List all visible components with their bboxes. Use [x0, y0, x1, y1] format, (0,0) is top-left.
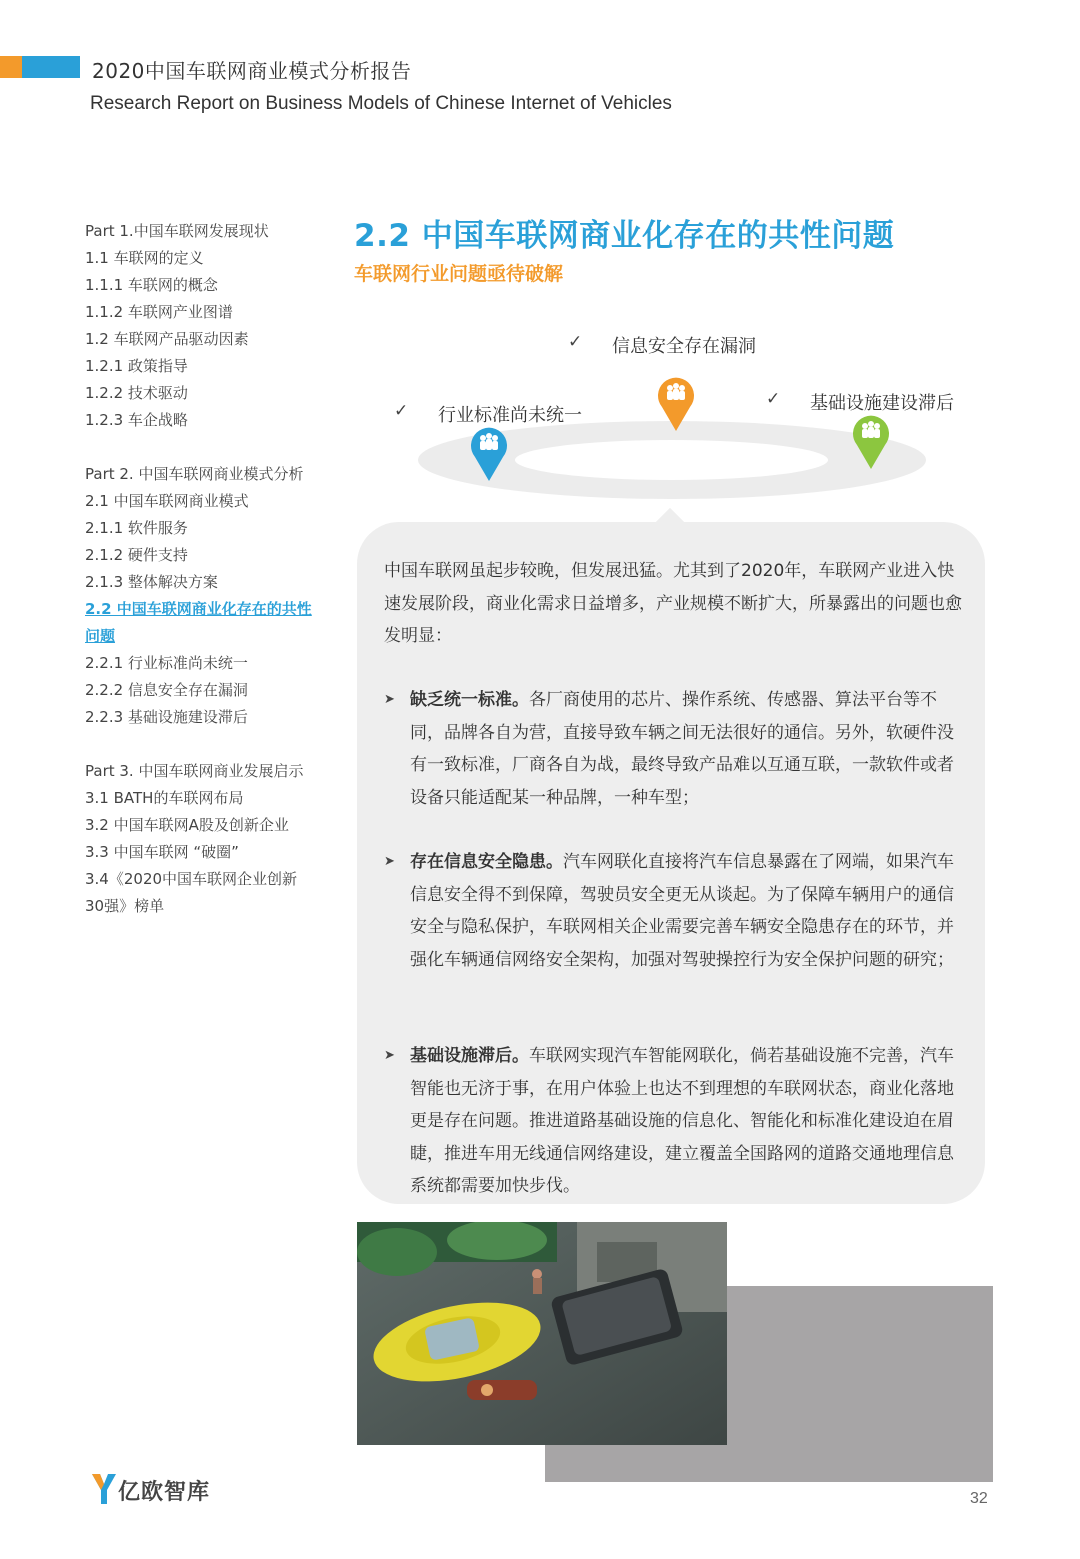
toc-item[interactable]: 3.4《2020中国车联网企业创新 [85, 870, 298, 888]
bullet-text: 汽车网联化直接将汽车信息暴露在了网端，如果汽车信息安全得不到保障，驾驶员安全更无从谈起。为了保障车辆用户的通信安全与隐私保护，车联网相关企业需要完善车辆安全隐患存在的环节，并强化车辆通信网络安全架构，加强对驾驶操控行为安全保护问题的研究； [410, 852, 954, 970]
arrow-bullet-icon: ➤ [384, 692, 395, 707]
intro-paragraph: 中国车联网虽起步较晚，但发展迅猛。尤其到了2020年，车联网产业进入快速发展阶段，商业化需求日益增多，产业规模不断扩大，所暴露出的问题也愈发明显： [384, 561, 962, 646]
table-of-contents [85, 218, 325, 920]
bullet-item [384, 1040, 964, 1203]
bullet-text: 各厂商使用的芯片、操作系统、传感器、算法平台等不同，品牌各自为营，直接导致车辆之间无法很好的通信。另外，软硬件没有一致标准，厂商各自为战，最终导致产品难以互通互联，一款软件或者设备只能适配某一种品牌，一种车型； [410, 690, 954, 808]
toc-spacer [85, 731, 325, 758]
report-subtitle: Research Report on Business Models of Chinese Internet of Vehicles [90, 93, 672, 114]
toc-item-active[interactable]: 2.2 中国车联网商业化存在的共性问题 [85, 600, 312, 645]
diagram-ring-inner [515, 440, 828, 480]
toc-item[interactable]: 2.1.3 整体解决方案 [85, 573, 218, 591]
toc-item[interactable]: 1.2.2 技术驱动 [85, 384, 188, 402]
company-logo-text: 亿欧智库 [118, 1480, 211, 1505]
toc-item[interactable]: 3.2 中国车联网A股及创新企业 [85, 816, 289, 834]
page-number: 32 [970, 1490, 988, 1507]
toc-item[interactable]: 2.2.2 信息安全存在漏洞 [85, 681, 248, 699]
toc-item[interactable]: 3.1 BATH的车联网布局 [85, 789, 244, 807]
check-icon: ✓ [568, 332, 583, 352]
section-subtitle: 车联网行业问题亟待破解 [354, 263, 564, 285]
toc-item[interactable]: 2.2.1 行业标准尚未统一 [85, 654, 248, 672]
toc-spacer [85, 434, 325, 461]
header-accent-orange [0, 56, 22, 78]
bullet-item [384, 846, 964, 976]
toc-item[interactable]: 1.1.1 车联网的概念 [85, 276, 218, 294]
toc-item[interactable]: 1.2 车联网产品驱动因素 [85, 330, 249, 348]
toc-item[interactable]: 2.1.2 硬件支持 [85, 546, 188, 564]
label-info-security: 信息安全存在漏洞 [612, 336, 756, 357]
report-title: 2020中国车联网商业模式分析报告 [92, 59, 412, 83]
toc-item[interactable]: 2.1.1 软件服务 [85, 519, 188, 537]
toc-item[interactable]: Part 2. 中国车联网商业模式分析 [85, 465, 304, 483]
check-icon: ✓ [766, 389, 781, 409]
toc-item[interactable]: 2.1 中国车联网商业模式 [85, 492, 249, 510]
label-infrastructure: 基础设施建设滞后 [810, 393, 954, 414]
header-accent-blue [22, 56, 80, 78]
toc-item[interactable]: 30强》榜单 [85, 897, 165, 915]
section-title: 2.2 中国车联网商业化存在的共性问题 [354, 218, 895, 254]
bullet-heading: 缺乏统一标准。 [410, 690, 529, 710]
map-pin-icon-orange [656, 374, 696, 432]
check-icon: ✓ [394, 401, 409, 421]
bullet-item [384, 684, 964, 814]
map-pin-icon-green [851, 412, 891, 470]
toc-item[interactable]: Part 1.中国车联网发展现状 [85, 222, 269, 240]
toc-item[interactable]: 1.1.2 车联网产业图谱 [85, 303, 233, 321]
map-pin-icon-blue [469, 424, 509, 482]
toc-item[interactable]: 1.2.3 车企战略 [85, 411, 188, 429]
arrow-bullet-icon: ➤ [384, 854, 395, 869]
street-photo [357, 1222, 727, 1445]
bullet-heading: 存在信息安全隐患。 [410, 852, 563, 872]
arrow-bullet-icon: ➤ [384, 1048, 395, 1063]
toc-item[interactable]: 1.2.1 政策指导 [85, 357, 188, 375]
bullet-text: 车联网实现汽车智能网联化，倘若基础设施不完善，汽车智能也无济于事，在用户体验上也达不到理想的车联网状态，商业化落地更是存在问题。推进道路基础设施的信息化、智能化和标准化建设迫在眉睫，推进车用无线通信网络建设，建立覆盖全国路网的道路交通地理信息系统都需要加快步伐。 [410, 1046, 954, 1196]
label-industry-standard: 行业标准尚未统一 [438, 405, 582, 426]
toc-item[interactable]: 1.1 车联网的定义 [85, 249, 204, 267]
toc-item[interactable]: 2.2.3 基础设施建设滞后 [85, 708, 248, 726]
toc-item[interactable]: Part 3. 中国车联网商业发展启示 [85, 762, 304, 780]
bullet-heading: 基础设施滞后。 [410, 1046, 529, 1066]
toc-item[interactable]: 3.3 中国车联网 “破圈” [85, 843, 239, 861]
